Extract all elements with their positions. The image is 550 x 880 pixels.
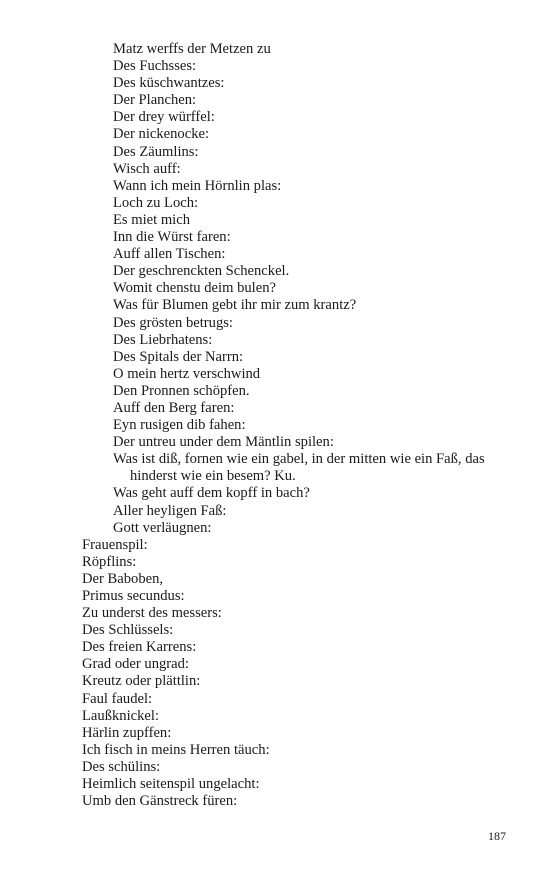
text-line: Matz werffs der Metzen zu (113, 41, 271, 57)
text-line: Der geschrenckten Schenckel. (113, 263, 290, 280)
text-line: Des freien Karrens: (82, 639, 197, 656)
text-line: Des küschwantzes: (113, 75, 225, 92)
text-line: Auff den Berg faren: (113, 399, 235, 416)
text-line: Laußknickel: (82, 707, 159, 724)
text-line: Der untreu under dem Mäntlin spilen: (113, 434, 334, 451)
page-number: 187 (488, 829, 506, 843)
text-line: Des Schlüssels: (82, 622, 174, 639)
text-line: Eyn rusigen dib fahen: (113, 417, 246, 434)
text-line: Grad oder ungrad: (82, 656, 189, 673)
text-line: Frauenspil: (82, 536, 148, 553)
text-line: Was für Blumen gebt ihr mir zum krantz? (113, 297, 357, 314)
text-line: Was geht auff dem kopff in bach? (113, 485, 310, 502)
text-line: Des Fuchsses: (113, 58, 197, 75)
text-line: Der Planchen: (113, 92, 197, 109)
text-line: Loch zu Loch: (113, 194, 199, 211)
text-line: Zu underst des messers: (82, 605, 222, 622)
text-line: Röpflins: (82, 553, 137, 570)
text-line: Kreutz oder plättlin: (82, 673, 201, 690)
text-line: Faul faudel: (82, 690, 153, 707)
text-line: hinderst wie ein besem? Ku. (130, 468, 296, 485)
text-line: Womit chenstu deim bulen? (113, 280, 276, 297)
verse-list (82, 41, 522, 810)
text-line: Wann ich mein Hörnlin plas: (113, 177, 282, 194)
text-line: Ich fisch in meins Herren täuch: (82, 741, 270, 758)
text-line: Umb den Gänstreck füren: (82, 793, 238, 810)
text-line: Der drey würffel: (113, 109, 215, 126)
text-line: Härlin zupffen: (82, 724, 172, 741)
text-line: Wisch auff: (113, 160, 181, 177)
text-line: Aller heyligen Faß: (113, 502, 227, 519)
text-line: Des Spitals der Narrn: (113, 348, 244, 365)
text-line: Des grösten betrugs: (113, 314, 233, 331)
text-line: Was ist diß, fornen wie ein gabel, in der mitten wie ein Faß, das (113, 451, 485, 468)
text-line: Inn die Würst faren: (113, 229, 231, 246)
text-line: Den Pronnen schöpfen. (113, 382, 250, 399)
text-line: Des Liebrhatens: (113, 331, 213, 348)
text-line: Primus secundus: (82, 588, 185, 604)
text-line: O mein hertz verschwind (113, 365, 261, 382)
text-line: Es miet mich (113, 211, 191, 228)
text-line: Auff allen Tischen: (113, 246, 226, 263)
text-line: Gott verläugnen: (113, 519, 212, 536)
text-line: Der Baboben, (82, 570, 164, 587)
text-line: Der nickenocke: (113, 126, 210, 143)
text-line: Des schülins: (82, 758, 161, 775)
text-line: Heimlich seitenspil ungelacht: (82, 776, 260, 793)
text-line: Des Zäumlins: (113, 143, 199, 160)
